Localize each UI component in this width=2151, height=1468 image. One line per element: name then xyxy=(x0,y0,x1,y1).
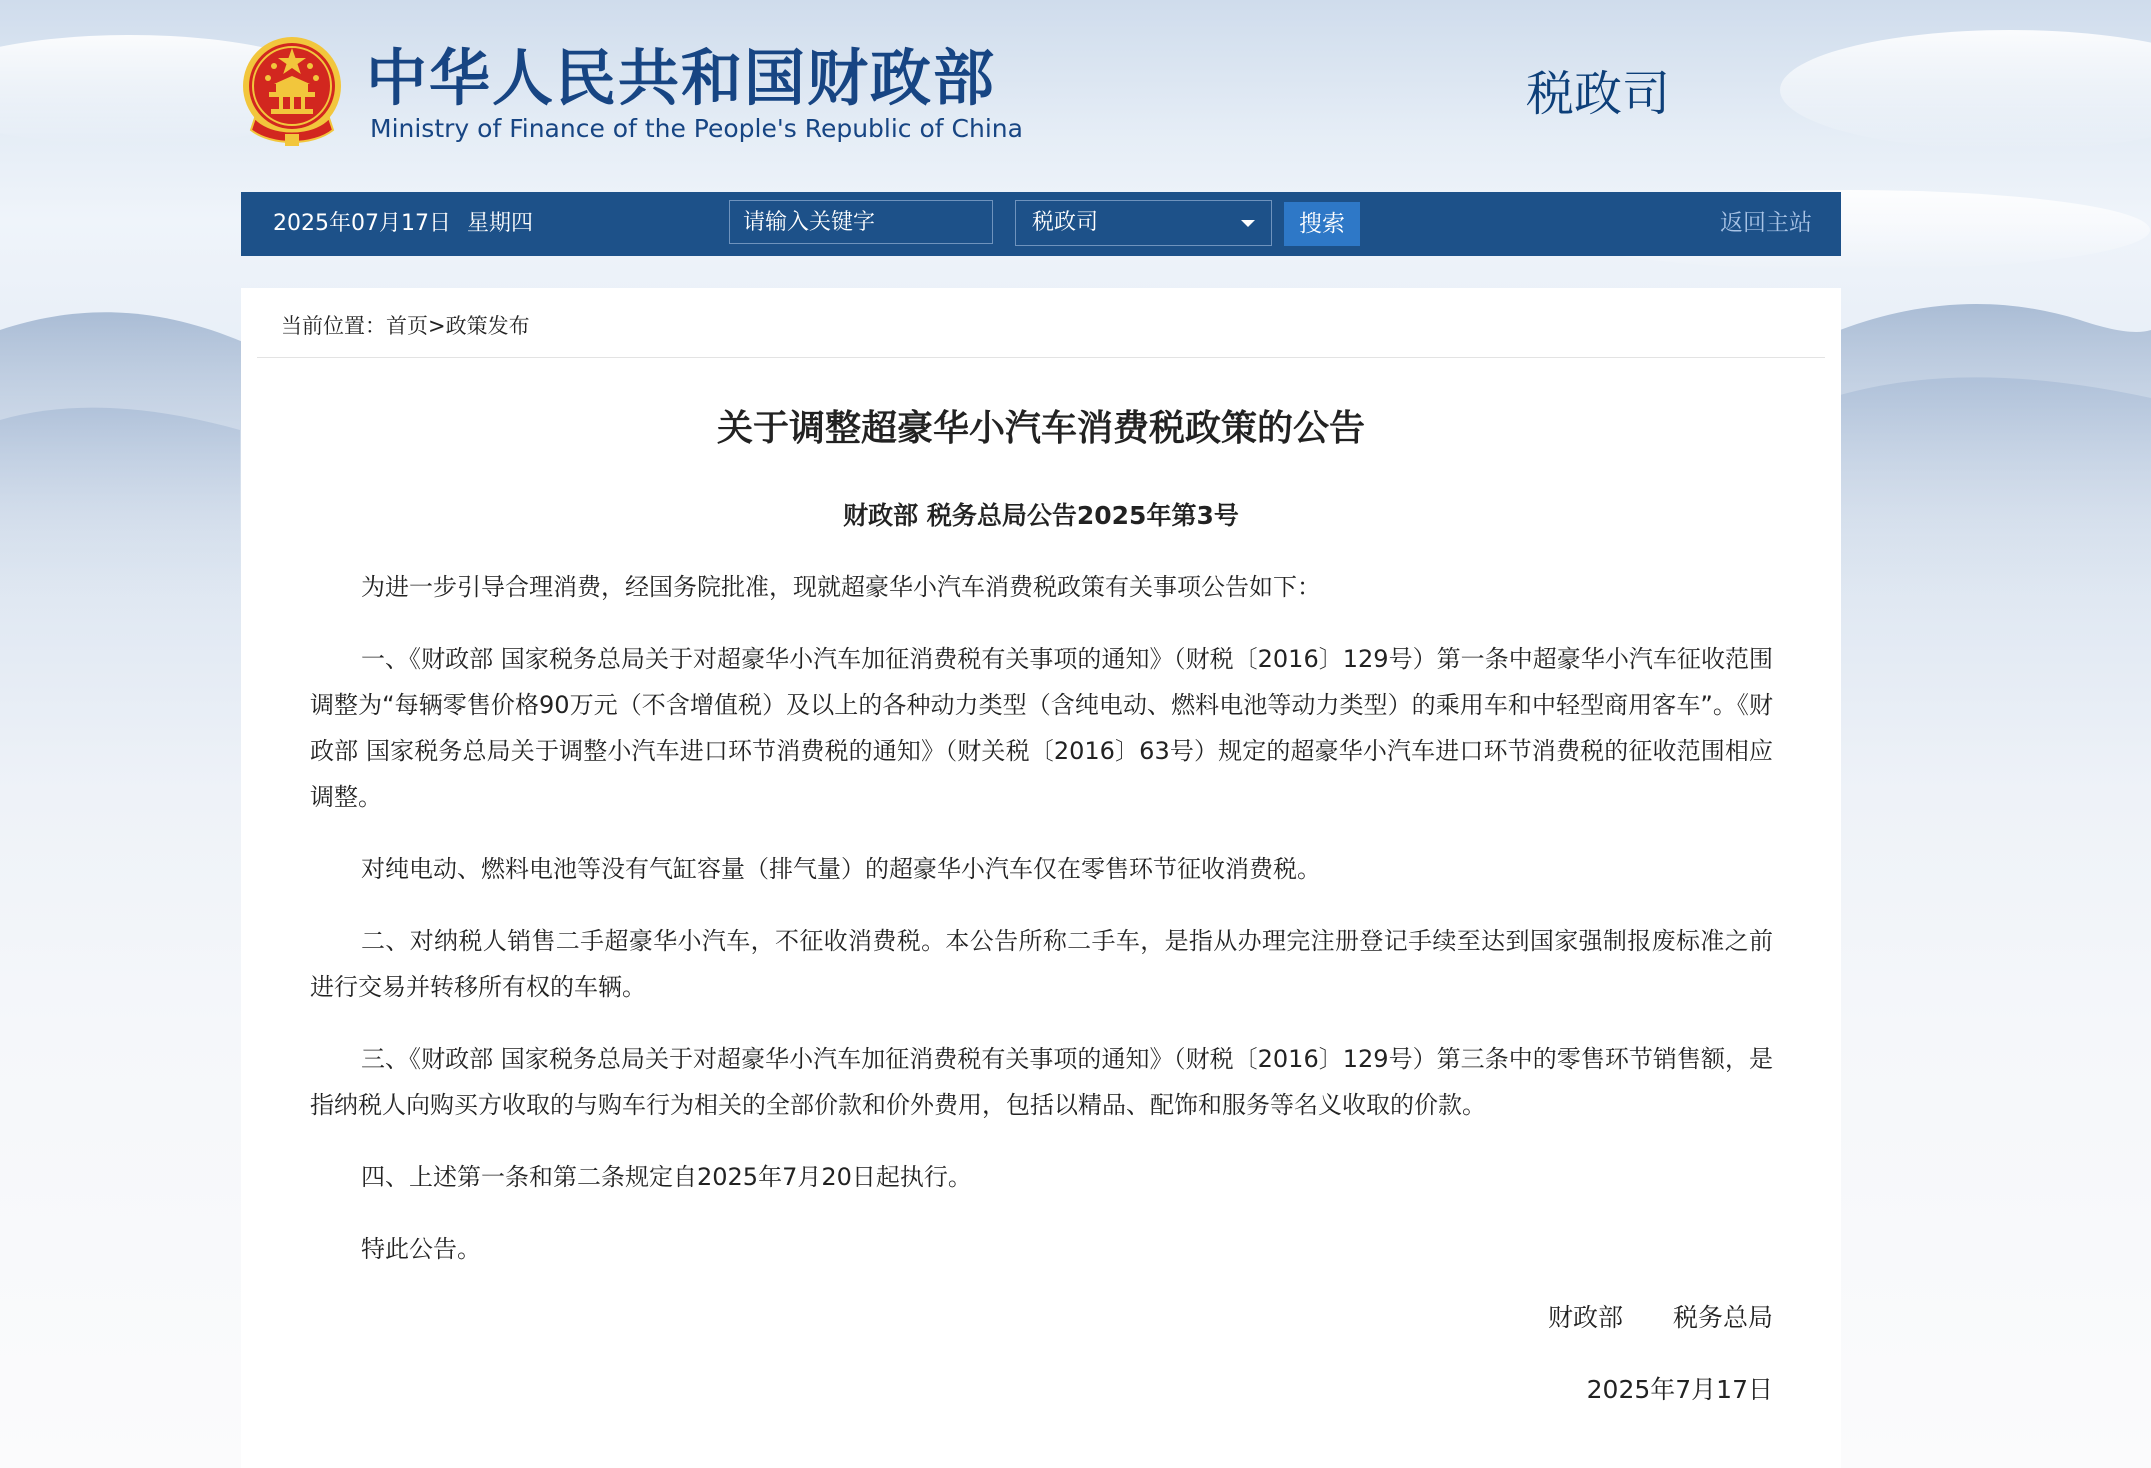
search-input[interactable] xyxy=(729,200,993,244)
paragraph: 二、对纳税人销售二手超豪华小汽车，不征收消费税。本公告所称二手车，是指从办理完注册登记手续至达到国家强制报废标准之前进行交易并转移所有权的车辆。 xyxy=(310,927,1773,1001)
signatory: 财政部 xyxy=(1547,1303,1623,1332)
current-date xyxy=(273,208,533,240)
weekday-text: 星期四 xyxy=(466,211,533,236)
site-header xyxy=(241,34,1841,154)
breadcrumb-prefix: 当前位置： xyxy=(281,314,386,338)
sign-date: 2025年7月17日 xyxy=(1586,1375,1773,1404)
search-scope-select[interactable] xyxy=(1015,200,1272,246)
national-emblem-icon xyxy=(241,34,343,148)
ministry-name-cn: 中华人民共和国财政部 xyxy=(366,43,997,114)
paragraph: 三、《财政部 国家税务总局关于对超豪华小汽车加征消费税有关事项的通知》（财税〔2016〕129号）第三条中的零售环节销售额，是指纳税人向购买方收取的与购车行为相关的全部价款和价外费用，包括以精品、配饰和服务等名义收取的价款。 xyxy=(310,1045,1773,1119)
breadcrumb-section-link[interactable]: 政策发布 xyxy=(445,314,530,338)
return-home-link[interactable]: 返回主站 xyxy=(1720,210,1812,236)
nav-bar xyxy=(241,192,1841,256)
article-title: 关于调整超豪华小汽车消费税政策的公告 xyxy=(716,408,1365,449)
breadcrumb-separator: > xyxy=(428,314,446,338)
signatory: 税务总局 xyxy=(1672,1303,1773,1332)
search-scope-value: 税政司 xyxy=(1032,210,1099,235)
breadcrumb-home-link[interactable]: 首页 xyxy=(386,314,428,338)
search-button[interactable]: 搜索 xyxy=(1284,202,1360,246)
department-name: 税政司 xyxy=(1526,66,1671,122)
chevron-down-icon xyxy=(1241,220,1255,227)
article-panel xyxy=(241,288,1841,1468)
signatories xyxy=(1548,1298,1773,1338)
article-body xyxy=(310,564,1773,1298)
paragraph: 四、上述第一条和第二条规定自2025年7月20日起执行。 xyxy=(361,1163,972,1191)
breadcrumb xyxy=(281,310,530,342)
paragraph: 特此公告。 xyxy=(361,1235,481,1263)
ministry-name-en: Ministry of Finance of the People's Republic of China xyxy=(370,114,1023,143)
paragraph: 一、《财政部 国家税务总局关于对超豪华小汽车加征消费税有关事项的通知》（财税〔2016〕129号）第一条中超豪华小汽车征收范围调整为“每辆零售价格90万元（不含增值税）及以上的各种动力类型（含纯电动、燃料电池等动力类型）的乘用车和中轻型商用客车”。《财政部 国家税务总局关于调整小汽车进口环节消费税的通知》（财关税〔2016〕63号）规定的超豪华小汽车进口环节消费税的征收范围相应调整。 xyxy=(310,645,1773,811)
paragraph: 为进一步引导合理消费，经国务院批准，现就超豪华小汽车消费税政策有关事项公告如下： xyxy=(361,573,1321,601)
paragraph: 对纯电动、燃料电池等没有气缸容量（排气量）的超豪华小汽车仅在零售环节征收消费税。 xyxy=(361,855,1321,883)
date-text: 2025年07月17日 xyxy=(273,211,451,236)
divider xyxy=(257,357,1825,358)
document-number: 财政部 税务总局公告2025年第3号 xyxy=(843,501,1239,530)
